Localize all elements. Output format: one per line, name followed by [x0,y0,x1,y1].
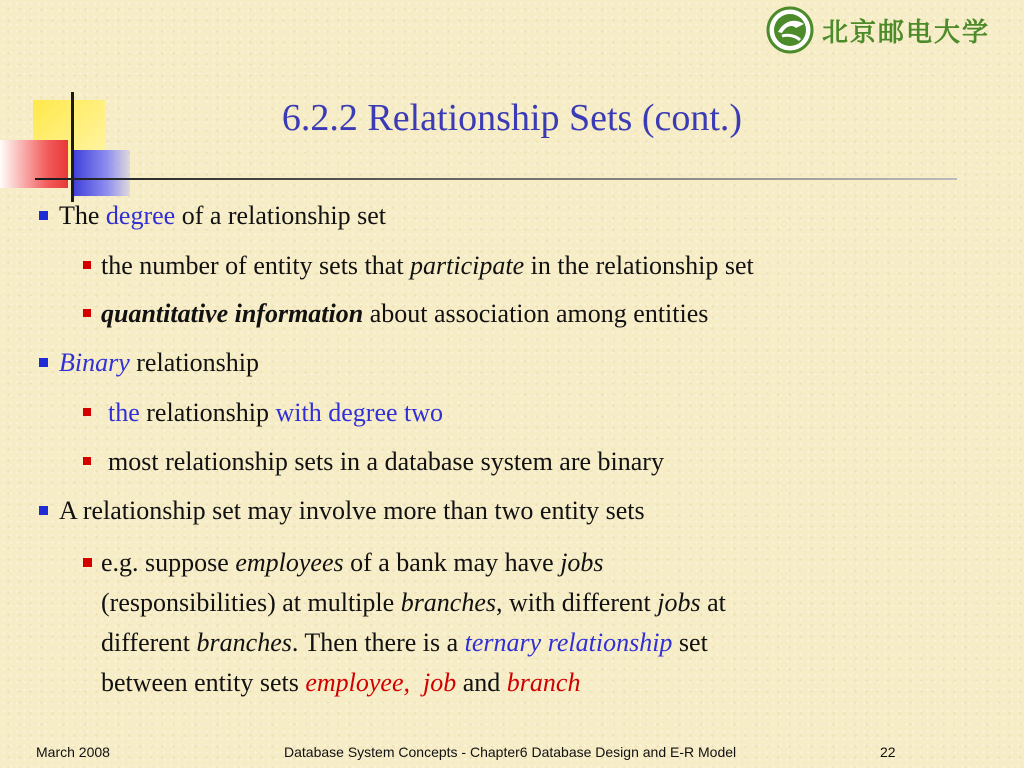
term-jobs: jobs [657,588,701,617]
footer-course: Database System Concepts - Chapter6 Database Design and E-R Model [284,744,737,760]
bullet-text: , with different [496,588,658,617]
university-name: 北京邮电大学 [822,17,991,48]
term-job: job [423,668,457,697]
bullet-text: and [456,668,507,697]
bullet-text: in the relationship set [524,251,754,280]
term-degree: degree [105,201,176,230]
term-employee: employee, [305,668,411,697]
term-binary: Binary [59,348,130,377]
bullet-marker [83,558,92,567]
bullet-text: set [672,628,708,657]
footer-page-number: 22 [880,744,896,760]
bupt-emblem-icon [766,6,814,54]
bullet-ternary [59,491,645,530]
spacer [410,668,423,697]
subbullet-degree-two [108,393,443,432]
bullet-text: of a relationship set [175,201,387,230]
example-line-2 [101,583,931,623]
bullet-text: . Then there is a [291,628,465,657]
bullet-text: at [700,588,726,617]
bullet-marker [39,211,48,220]
bullet-text: of a bank may have [343,548,561,577]
term-quantitative-information: quantitative information [101,299,364,328]
bullet-text: relationship [139,398,276,427]
bullet-text: e.g. suppose [101,548,236,577]
bullet-marker [39,506,48,515]
term-jobs: jobs [560,548,604,577]
bullet-binary [59,343,259,382]
bullet-marker [83,261,91,269]
term-degree-two: with degree two [275,398,444,427]
example-line-4 [101,663,931,703]
bullet-text: (responsibilities) at multiple [101,588,401,617]
term-participate: participate [410,251,525,280]
bullet-marker [39,358,48,367]
bullet-text: different [101,628,197,657]
bullet-text: A relationship set may involve more than two entity sets [59,496,645,525]
decor-red-square [0,140,68,188]
bullet-marker [83,309,91,317]
bullet-degree [59,196,386,235]
title-divider [35,178,957,180]
subbullet-quantitative [101,294,708,333]
example-line-1 [101,543,931,583]
bullet-text: between entity sets [101,668,306,697]
bullet-text: the [108,398,140,427]
term-employees: employees [235,548,344,577]
bullet-text: The [59,201,106,230]
subbullet-participate [101,246,754,285]
term-ternary-relationship: ternary relationship [464,628,673,657]
bullet-text: most relationship sets in a database system are binary [108,447,664,476]
slide-title: 6.2.2 Relationship Sets (cont.) [281,97,743,139]
decor-blue-square [72,150,130,196]
example-line-3 [101,623,931,663]
bullet-text: about association among entities [363,299,709,328]
bullet-marker [83,457,91,465]
subbullet-most-binary [108,442,664,481]
bullet-text: relationship [129,348,260,377]
subbullet-example [101,543,931,703]
term-branches: branches [400,588,497,617]
term-branches: branches [196,628,292,657]
bullet-marker [83,408,91,416]
bullet-text: the number of entity sets that [101,251,411,280]
footer-date: March 2008 [36,744,110,760]
term-branch: branch [506,668,581,697]
university-logo [766,4,1004,56]
